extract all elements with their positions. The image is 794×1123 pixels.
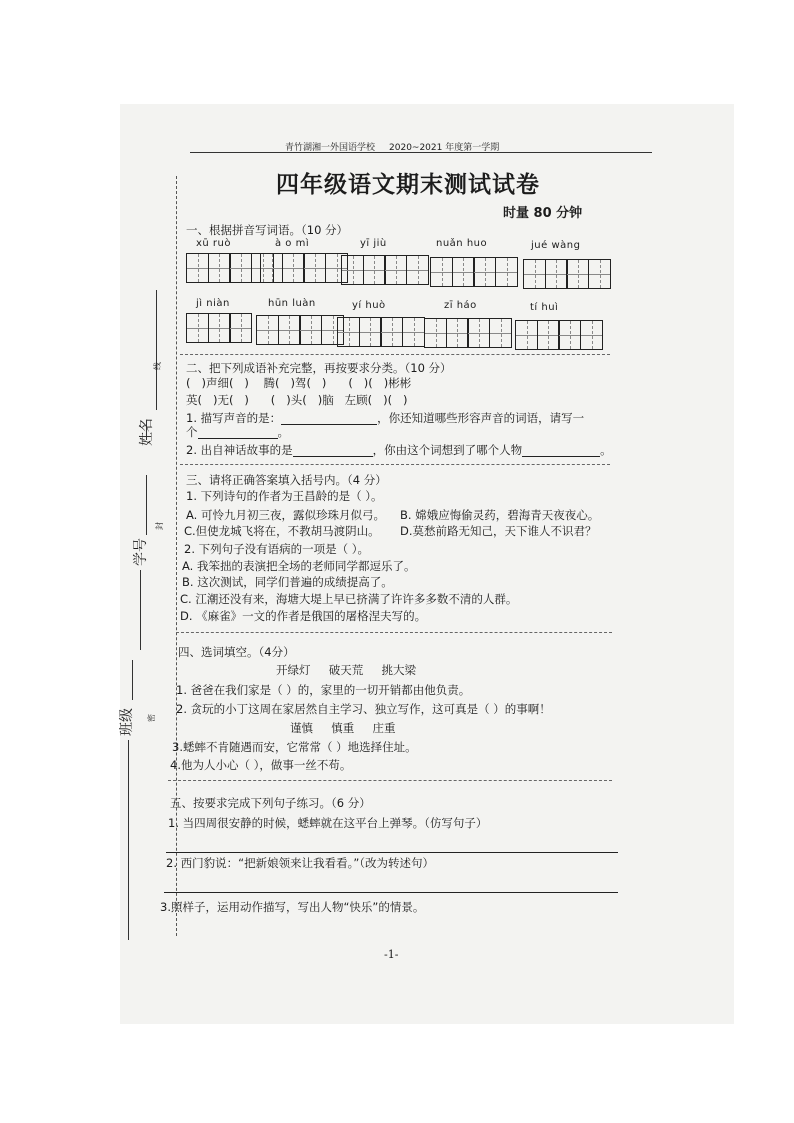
section3-q1-option-b: B. 嫦娥应悔偷灵药，碧海青天夜夜心。	[400, 508, 600, 522]
class-blank-line-2	[128, 740, 129, 940]
q1-answer-blank[interactable]	[281, 412, 377, 425]
tian-grid-2[interactable]	[260, 253, 347, 283]
q2-answer-blank[interactable]	[293, 444, 373, 457]
word-choices-1: 开绿灯 破天荒 挑大梁	[276, 663, 417, 677]
section4-q1: 1. 爸爸在我们家是（ ）的，家里的一切开销都由他负责。	[176, 683, 471, 697]
pinyin-5: jué wàng	[531, 240, 581, 251]
name-tail-line	[146, 420, 147, 440]
tian-grid-9[interactable]	[424, 318, 511, 348]
number-blank-line-2	[140, 570, 141, 650]
q1-end: 。	[277, 425, 289, 439]
tian-grid-6[interactable]	[186, 313, 251, 343]
pinyin-7: hūn luàn	[268, 298, 316, 309]
section5-heading: 五、按要求完成下列句子练习。（6 分）	[170, 796, 371, 810]
section-divider-2	[180, 464, 610, 465]
page-number: -1-	[384, 948, 399, 961]
pinyin-4: nuǎn huo	[436, 238, 488, 249]
q2-person-blank[interactable]	[522, 444, 600, 457]
section3-q1: 1. 下列诗句的作者为王昌龄的是（ ）。	[186, 489, 383, 503]
idiom-line-2: 英( )无( ) ( )头( )脑 左顾( )( )	[186, 393, 408, 407]
section3-q1-option-a: A. 可怜九月初三夜，露似珍珠月似弓。	[186, 508, 385, 522]
class-label: 班级	[119, 708, 135, 736]
q2-suffix: ，你由这个词想到了哪个人物	[372, 443, 523, 457]
tian-grid-10[interactable]	[515, 320, 602, 350]
seal-mark: 密	[147, 714, 156, 722]
section5-q3: 3.照样子，运用动作描写，写出人物“快乐”的情景。	[160, 900, 425, 914]
pinyin-6: jì niàn	[196, 298, 230, 309]
q1-suffix: ，你还知道哪些形容声音的词语，请写一	[377, 411, 585, 425]
pinyin-2: à o mì	[275, 238, 310, 249]
name-label: 姓名	[139, 418, 155, 446]
section3-heading: 三、请将正确答案填入括号内。（4 分）	[186, 473, 387, 487]
idiom-line-1: ( )声细( ) 腾( )驾( ) ( )( )彬彬	[186, 376, 412, 390]
section2-q1-cont	[186, 425, 289, 439]
tian-grid-7[interactable]	[256, 315, 343, 345]
q2-prefix: 2. 出自神话故事的是	[186, 443, 293, 457]
number-blank-line	[146, 475, 147, 535]
section5-q1: 1. 当四周很安静的时候，蟋蟀就在这平台上弹琴。（仿写句子）	[168, 816, 488, 830]
time-limit: 时量 80 分钟	[503, 206, 583, 221]
q1-cont-text: 个	[186, 425, 198, 439]
section4-heading: 四、选词填空。（4分）	[178, 645, 295, 659]
section-divider-3	[176, 632, 612, 633]
section1-heading: 一、根据拼音写词语。（10 分）	[186, 223, 349, 237]
section3-q2: 2. 下列句子没有语病的一项是（ ）。	[184, 542, 370, 556]
section-divider-4	[168, 780, 612, 781]
section3-q2-option-a: A. 我笨拙的表演把全场的老师同学都逗乐了。	[182, 559, 416, 573]
pinyin-10: tí huì	[530, 302, 559, 313]
header-rule	[190, 152, 652, 153]
tian-grid-5[interactable]	[523, 259, 610, 289]
school-name: 青竹湖湘一外国语学校	[285, 143, 376, 153]
tian-grid-4[interactable]	[430, 257, 517, 287]
pinyin-8: yí huò	[352, 300, 386, 311]
section4-q4: 4.他为人小心（ ），做事一丝不苟。	[170, 758, 352, 772]
section3-q2-option-d: D. 《麻雀》一文的作者是俄国的屠格涅夫写的。	[180, 609, 427, 623]
section3-q1-option-c: C.但使龙城飞将在，不教胡马渡阴山。	[184, 524, 380, 538]
line-mark: 线	[153, 362, 162, 370]
q1-extra-blank[interactable]	[198, 426, 278, 439]
section5-q1-answer-line[interactable]	[166, 852, 618, 853]
section4-q2: 2. 贪玩的小丁这周在家居然自主学习、独立写作，这可真是（ ）的事啊！	[176, 702, 551, 716]
section3-q1-option-d: D.莫愁前路无知己，天下谁人不识君？	[400, 524, 597, 538]
class-blank-line	[132, 660, 133, 700]
section5-q2-answer-line[interactable]	[164, 892, 618, 893]
section4-q3: 3.蟋蟀不肯随遇而安，它常常（ ）地选择住址。	[172, 740, 417, 754]
name-blank-line	[156, 290, 157, 410]
word-choices-2: 谨慎 慎重 庄重	[290, 721, 396, 735]
pinyin-1: xū ruò	[196, 238, 232, 249]
section-divider-1	[180, 354, 610, 355]
q2-end: 。	[600, 443, 612, 457]
section3-q2-option-c: C. 江潮还没有来，海塘大堤上早已挤满了许许多多数不清的人群。	[180, 592, 518, 606]
number-label: 学号	[133, 538, 149, 566]
tian-grid-3[interactable]	[341, 255, 428, 285]
section2-heading: 二、把下列成语补充完整，再按要求分类。（10 分）	[186, 361, 452, 375]
section5-q2: 2. 西门豹说：“把新娘领来让我看看。”（改为转述句）	[166, 856, 435, 870]
section2-q2	[186, 443, 612, 457]
pinyin-9: zī háo	[444, 300, 477, 311]
section3-q2-option-b: B. 这次测试，同学们普遍的成绩提高了。	[182, 575, 393, 589]
q1-prefix: 1. 描写声音的是：	[186, 411, 282, 425]
term-label: 2020~2021 年度第一学期	[389, 143, 500, 153]
section2-q1	[186, 411, 584, 425]
tian-grid-8[interactable]	[337, 317, 424, 347]
page-title: 四年级语文期末测试试卷	[276, 172, 540, 198]
pinyin-3: yī jiù	[360, 238, 387, 249]
fold-mark: 封	[155, 522, 164, 530]
